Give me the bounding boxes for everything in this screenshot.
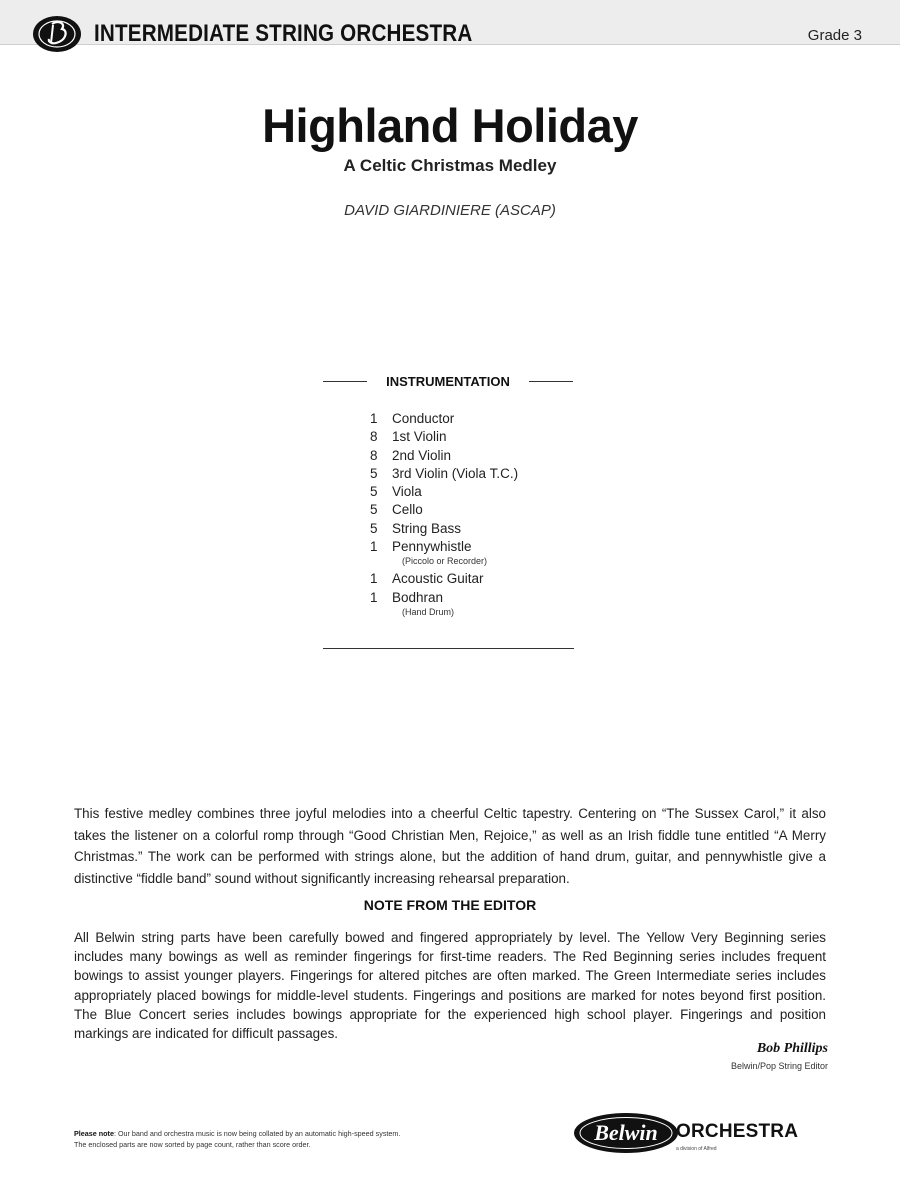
instrument-name: Viola [392,484,422,500]
instrument-name: Cello [392,502,423,518]
instrument-note: (Hand Drum) [402,606,455,617]
instrument-row [370,484,600,502]
composer: DAVID GIARDINIERE (ASCAP) [344,202,556,219]
instrument-qty: 1 [370,539,378,555]
publisher-division: a division of Alfred [676,1146,717,1152]
instrument-qty: 5 [370,465,378,481]
instrumentation-heading-label: INSTRUMENTATION [386,374,510,389]
instrumentation-bottom-rule [323,648,574,649]
instrument-row [370,571,600,589]
instrument-row [370,539,600,557]
publisher-orchestra-word: ORCHESTRA [676,1121,799,1142]
please-note-line2: The enclosed parts are now sorted by page count, rather than score order. [74,1140,311,1149]
series-title: INTERMEDIATE STRING ORCHESTRA [94,20,473,47]
instrument-name: String Bass [392,520,462,536]
please-note-label: Please note [74,1129,114,1138]
page-title: Highland Holiday [262,99,638,152]
instrument-qty: 5 [370,520,378,536]
instrument-qty: 1 [370,411,378,426]
publisher-script-text: Belwin [594,1120,658,1145]
instrument-qty: 5 [370,484,378,500]
instrumentation-list [370,411,600,622]
editor-note-heading: NOTE FROM THE EDITOR [363,897,537,913]
editor-signature: Bob Phillips [756,1041,828,1056]
instrument-name: Acoustic Guitar [392,571,484,587]
grade-label: Grade 3 [807,27,862,44]
instrument-row [370,448,600,466]
please-note [74,1128,534,1150]
instrument-row [370,502,600,520]
description-paragraph: This festive medley combines three joyful melodies into a cheerful Celtic tapestry. Centering on “The Sussex Carol,” it also takes the listener on a colorful romp through “Good Christian Men, Rejoice,” as well as an Irish fiddle tune entitled “A Merry Christmas.” The work can be performed with strings alone, but the addition of hand drum, guitar, and pennywhistle give a distinctive “fiddle band” sound without significantly increasing rehearsal preparation. [74,806,826,886]
instrument-row [370,466,600,484]
heading-rule-right [529,381,573,382]
instrument-name: Conductor [392,411,455,426]
instrumentation-heading [323,374,573,389]
instrument-name: 2nd Violin [392,447,452,463]
instrument-qty: 8 [370,429,378,445]
instrument-qty: 8 [370,447,378,463]
please-note-line1: : Our band and orchestra music is now being collated by an automatic high-speed system. [113,1129,401,1138]
editor-note-body: All Belwin string parts have been carefully bowed and fingered appropriately by level. The Yellow Very Beginning series includes many bowings as well as reminder fingerings for first-time readers. The Red Beginning series includes frequent bowings to assist younger players. Fingerings for altered pitches are often marked. The Green Intermediate series includes appropriately placed bowings for middle-level students. Fingerings and positions are marked for notes beyond first position. The Blue Concert series includes bowings appropriate for the experienced high school player. Fingerings and position markings are indicated for difficult passages. [74,930,826,1042]
instrument-row [370,429,600,447]
belwin-b-logo-icon [32,14,82,54]
instrument-qty: 1 [370,589,378,605]
instrument-row [370,521,600,539]
instrument-name: Pennywhistle [392,539,472,555]
editor-signature-title: Belwin/Pop String Editor [730,1061,828,1071]
instrument-name: Bodhran [392,589,444,605]
instrument-note: (Piccolo or Recorder) [402,556,488,567]
instrument-name: 3rd Violin (Viola T.C.) [392,465,519,481]
instrument-qty: 1 [370,571,378,587]
instrument-row [370,590,600,608]
instrument-name: 1st Violin [392,429,447,445]
heading-rule-left [323,381,367,382]
instrument-row [370,411,600,429]
subtitle: A Celtic Christmas Medley [343,156,557,175]
instrument-qty: 5 [370,502,378,518]
